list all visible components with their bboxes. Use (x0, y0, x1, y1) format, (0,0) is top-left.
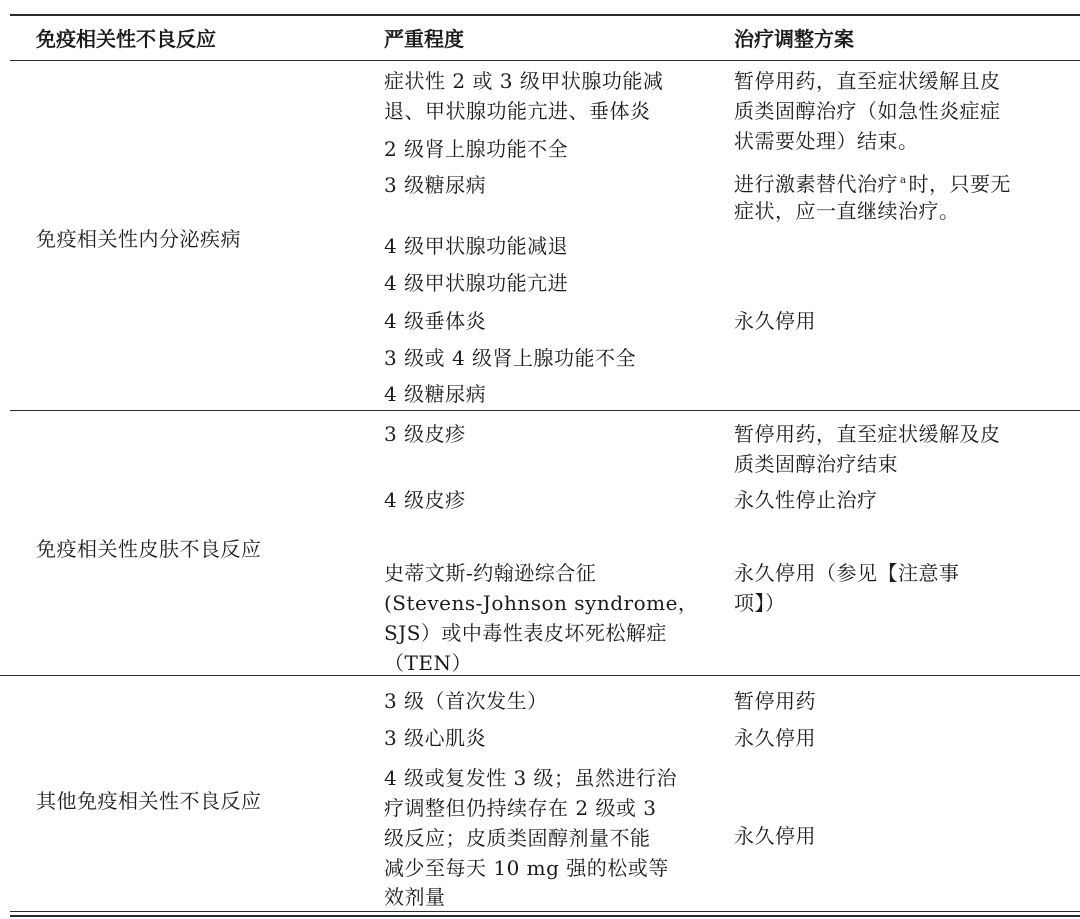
severity-endocrine-6: 4 级垂体炎 (384, 309, 487, 333)
section-divider-1 (10, 410, 1080, 411)
severity-skin-3-line4: （TEN） (384, 651, 472, 675)
severity-skin-3-line1: 史蒂文斯-约翰逊综合征 (384, 561, 597, 585)
action-endocrine-2-line2: 症状，应一直继续治疗。 (734, 199, 960, 223)
severity-endocrine-4: 4 级甲状腺功能减退 (384, 234, 569, 258)
severity-other-3-line3: 级反应；皮质类固醇剂量不能 (384, 826, 651, 850)
severity-endocrine-7: 3 级或 4 级肾上腺功能不全 (384, 346, 637, 370)
action-endocrine-3: 永久停用 (734, 309, 816, 333)
category-endocrine: 免疫相关性内分泌疾病 (36, 227, 241, 251)
table-bottom-rule-2 (10, 915, 1080, 917)
severity-endocrine-5: 4 级甲状腺功能亢进 (384, 271, 569, 295)
header-col-severity: 严重程度 (384, 27, 464, 51)
severity-endocrine-8: 4 级糖尿病 (384, 382, 487, 406)
action-endocrine-1-line3: 状需要处理）结束。 (734, 129, 919, 153)
header-bottom-rule (10, 60, 1080, 61)
action-other-3: 永久停用 (734, 824, 816, 848)
severity-skin-1: 3 级皮疹 (384, 422, 466, 446)
action-skin-3-line1: 永久停用（参见【注意事 (734, 561, 960, 585)
header-col-category: 免疫相关性不良反应 (36, 27, 216, 51)
action-other-1: 暂停用药 (734, 689, 816, 713)
severity-other-1: 3 级（首次发生） (384, 689, 548, 713)
header-col-action: 治疗调整方案 (734, 27, 854, 51)
action-skin-1-line2: 质类固醇治疗结束 (734, 452, 898, 476)
action-endocrine-2-text-a: 进行激素替代治疗 (734, 172, 898, 196)
action-skin-1-line1: 暂停用药，直至症状缓解及皮 (734, 422, 1001, 446)
severity-other-2: 3 级心肌炎 (384, 726, 487, 750)
severity-other-3-line1: 4 级或复发性 3 级；虽然进行治 (384, 766, 678, 790)
action-skin-2: 永久性停止治疗 (734, 488, 878, 512)
severity-endocrine-1-line1: 症状性 2 或 3 级甲状腺功能减 (384, 69, 664, 93)
footnote-marker-a: a (900, 175, 907, 186)
severity-other-3-line2: 疗调整但仍持续存在 2 级或 3 (384, 796, 657, 820)
category-skin: 免疫相关性皮肤不良反应 (36, 537, 262, 561)
severity-endocrine-1-line2: 退、甲状腺功能亢进、垂体炎 (384, 99, 651, 123)
severity-endocrine-2: 2 级肾上腺功能不全 (384, 137, 569, 161)
action-endocrine-1-line1: 暂停用药，直至症状缓解且皮 (734, 69, 1001, 93)
severity-endocrine-3: 3 级糖尿病 (384, 173, 487, 197)
action-endocrine-2-text-b: 时，只要无 (908, 172, 1011, 196)
section-divider-2 (0, 675, 1080, 676)
severity-skin-2: 4 级皮疹 (384, 488, 466, 512)
severity-other-3-line5: 效剂量 (384, 885, 446, 909)
action-other-2: 永久停用 (734, 726, 816, 750)
severity-other-3-line4: 减少至每天 10 mg 强的松或等 (384, 856, 669, 880)
category-other: 其他免疫相关性不良反应 (36, 789, 262, 813)
severity-skin-3-line2: (Stevens-Johnson syndrome， (384, 591, 699, 615)
table-top-rule (10, 14, 1080, 16)
action-endocrine-1-line2: 质类固醇治疗（如急性炎症症 (734, 99, 1001, 123)
action-skin-3-line2: 项】） (734, 591, 786, 615)
severity-skin-3-line3: SJS）或中毒性表皮坏死松解症 (384, 621, 667, 645)
table-bottom-rule (10, 911, 1080, 912)
